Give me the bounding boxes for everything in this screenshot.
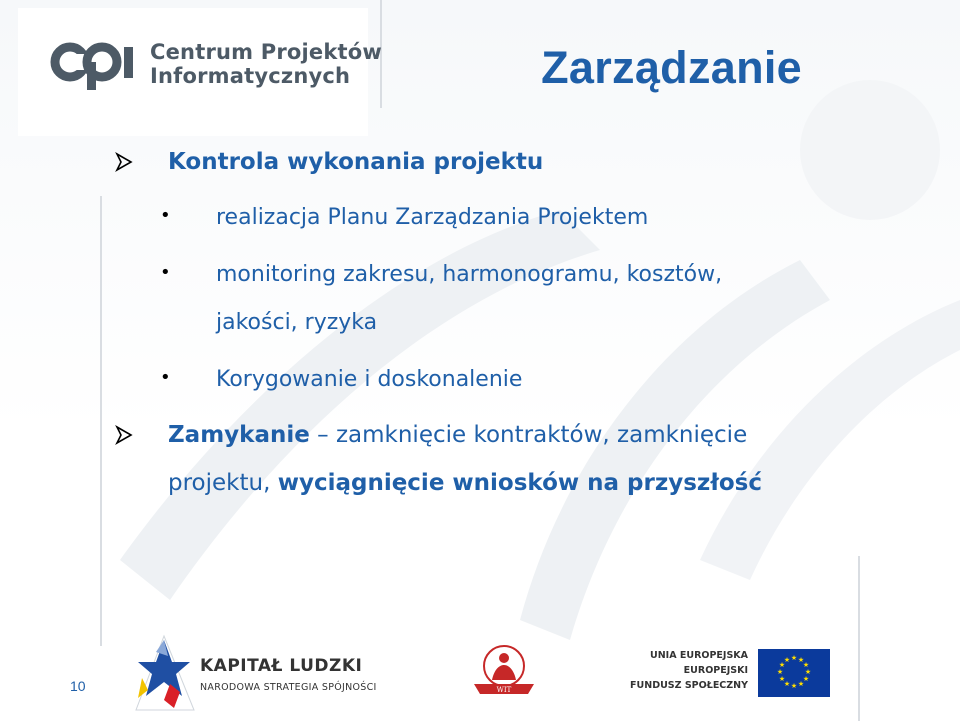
svg-text:★: ★ (804, 668, 812, 676)
bullet-icon: • (160, 205, 171, 226)
wit-label: WIT (496, 686, 512, 694)
svg-text:★: ★ (783, 656, 791, 664)
item-label: Korygowanie i doskonalenie (216, 367, 523, 392)
eu-flag-icon (758, 649, 830, 697)
item-label-line1: monitoring zakresu, harmonogramu, kosztów, (216, 262, 723, 287)
organization-name (150, 40, 382, 88)
divider-line (858, 556, 860, 721)
svg-text:★: ★ (790, 654, 798, 662)
eu-label-line2: EUROPEJSKI (683, 665, 748, 676)
arrow-bullet-icon (114, 425, 134, 445)
svg-text:★: ★ (802, 661, 810, 669)
item-label (168, 470, 762, 496)
eu-stars-icon (758, 649, 830, 697)
svg-text:★: ★ (778, 675, 786, 683)
slide-title: Zarządzanie (541, 42, 802, 93)
cpi-logo-icon (50, 38, 142, 90)
svg-text:★: ★ (778, 661, 786, 669)
wit-logo-icon (468, 640, 540, 698)
eu-label-line1: UNIA EUROPEJSKA (650, 650, 748, 661)
svg-text:★: ★ (802, 675, 810, 683)
item-label-normal: projektu, (168, 470, 278, 496)
svg-text:★: ★ (783, 680, 791, 688)
item-label: Kontrola wykonania projektu (168, 149, 544, 175)
bullet-icon: • (160, 367, 171, 388)
item-label-line2: jakości, ryzyka (216, 310, 378, 335)
kapital-ludzki-logo-icon (134, 632, 196, 714)
item-label: realizacja Planu Zarządzania Projektem (216, 205, 649, 230)
organization-name-line1: Centrum Projektów (150, 40, 382, 64)
svg-text:★: ★ (797, 680, 805, 688)
eu-label-line3: FUNDUSZ SPOŁECZNY (630, 680, 748, 691)
item-label (168, 422, 747, 448)
kapital-ludzki-title: KAPITAŁ LUDZKI (200, 656, 363, 676)
svg-text:★: ★ (790, 682, 798, 690)
page-number: 10 (70, 678, 86, 694)
organization-name-line2: Informatycznych (150, 64, 351, 88)
item-label-bold: Zamykanie (168, 422, 310, 448)
bullet-icon: • (160, 262, 171, 283)
item-label-rest: – zamknięcie kontraktów, zamknięcie (309, 422, 748, 448)
item-label-bold: wyciągnięcie wniosków na przyszłość (277, 470, 762, 496)
kapital-ludzki-subtitle: NARODOWA STRATEGIA SPÓJNOŚCI (200, 682, 377, 693)
svg-text:★: ★ (776, 668, 784, 676)
divider-line (100, 196, 102, 646)
eu-label (620, 648, 748, 693)
arrow-bullet-icon (114, 152, 134, 172)
svg-text:★: ★ (797, 656, 805, 664)
